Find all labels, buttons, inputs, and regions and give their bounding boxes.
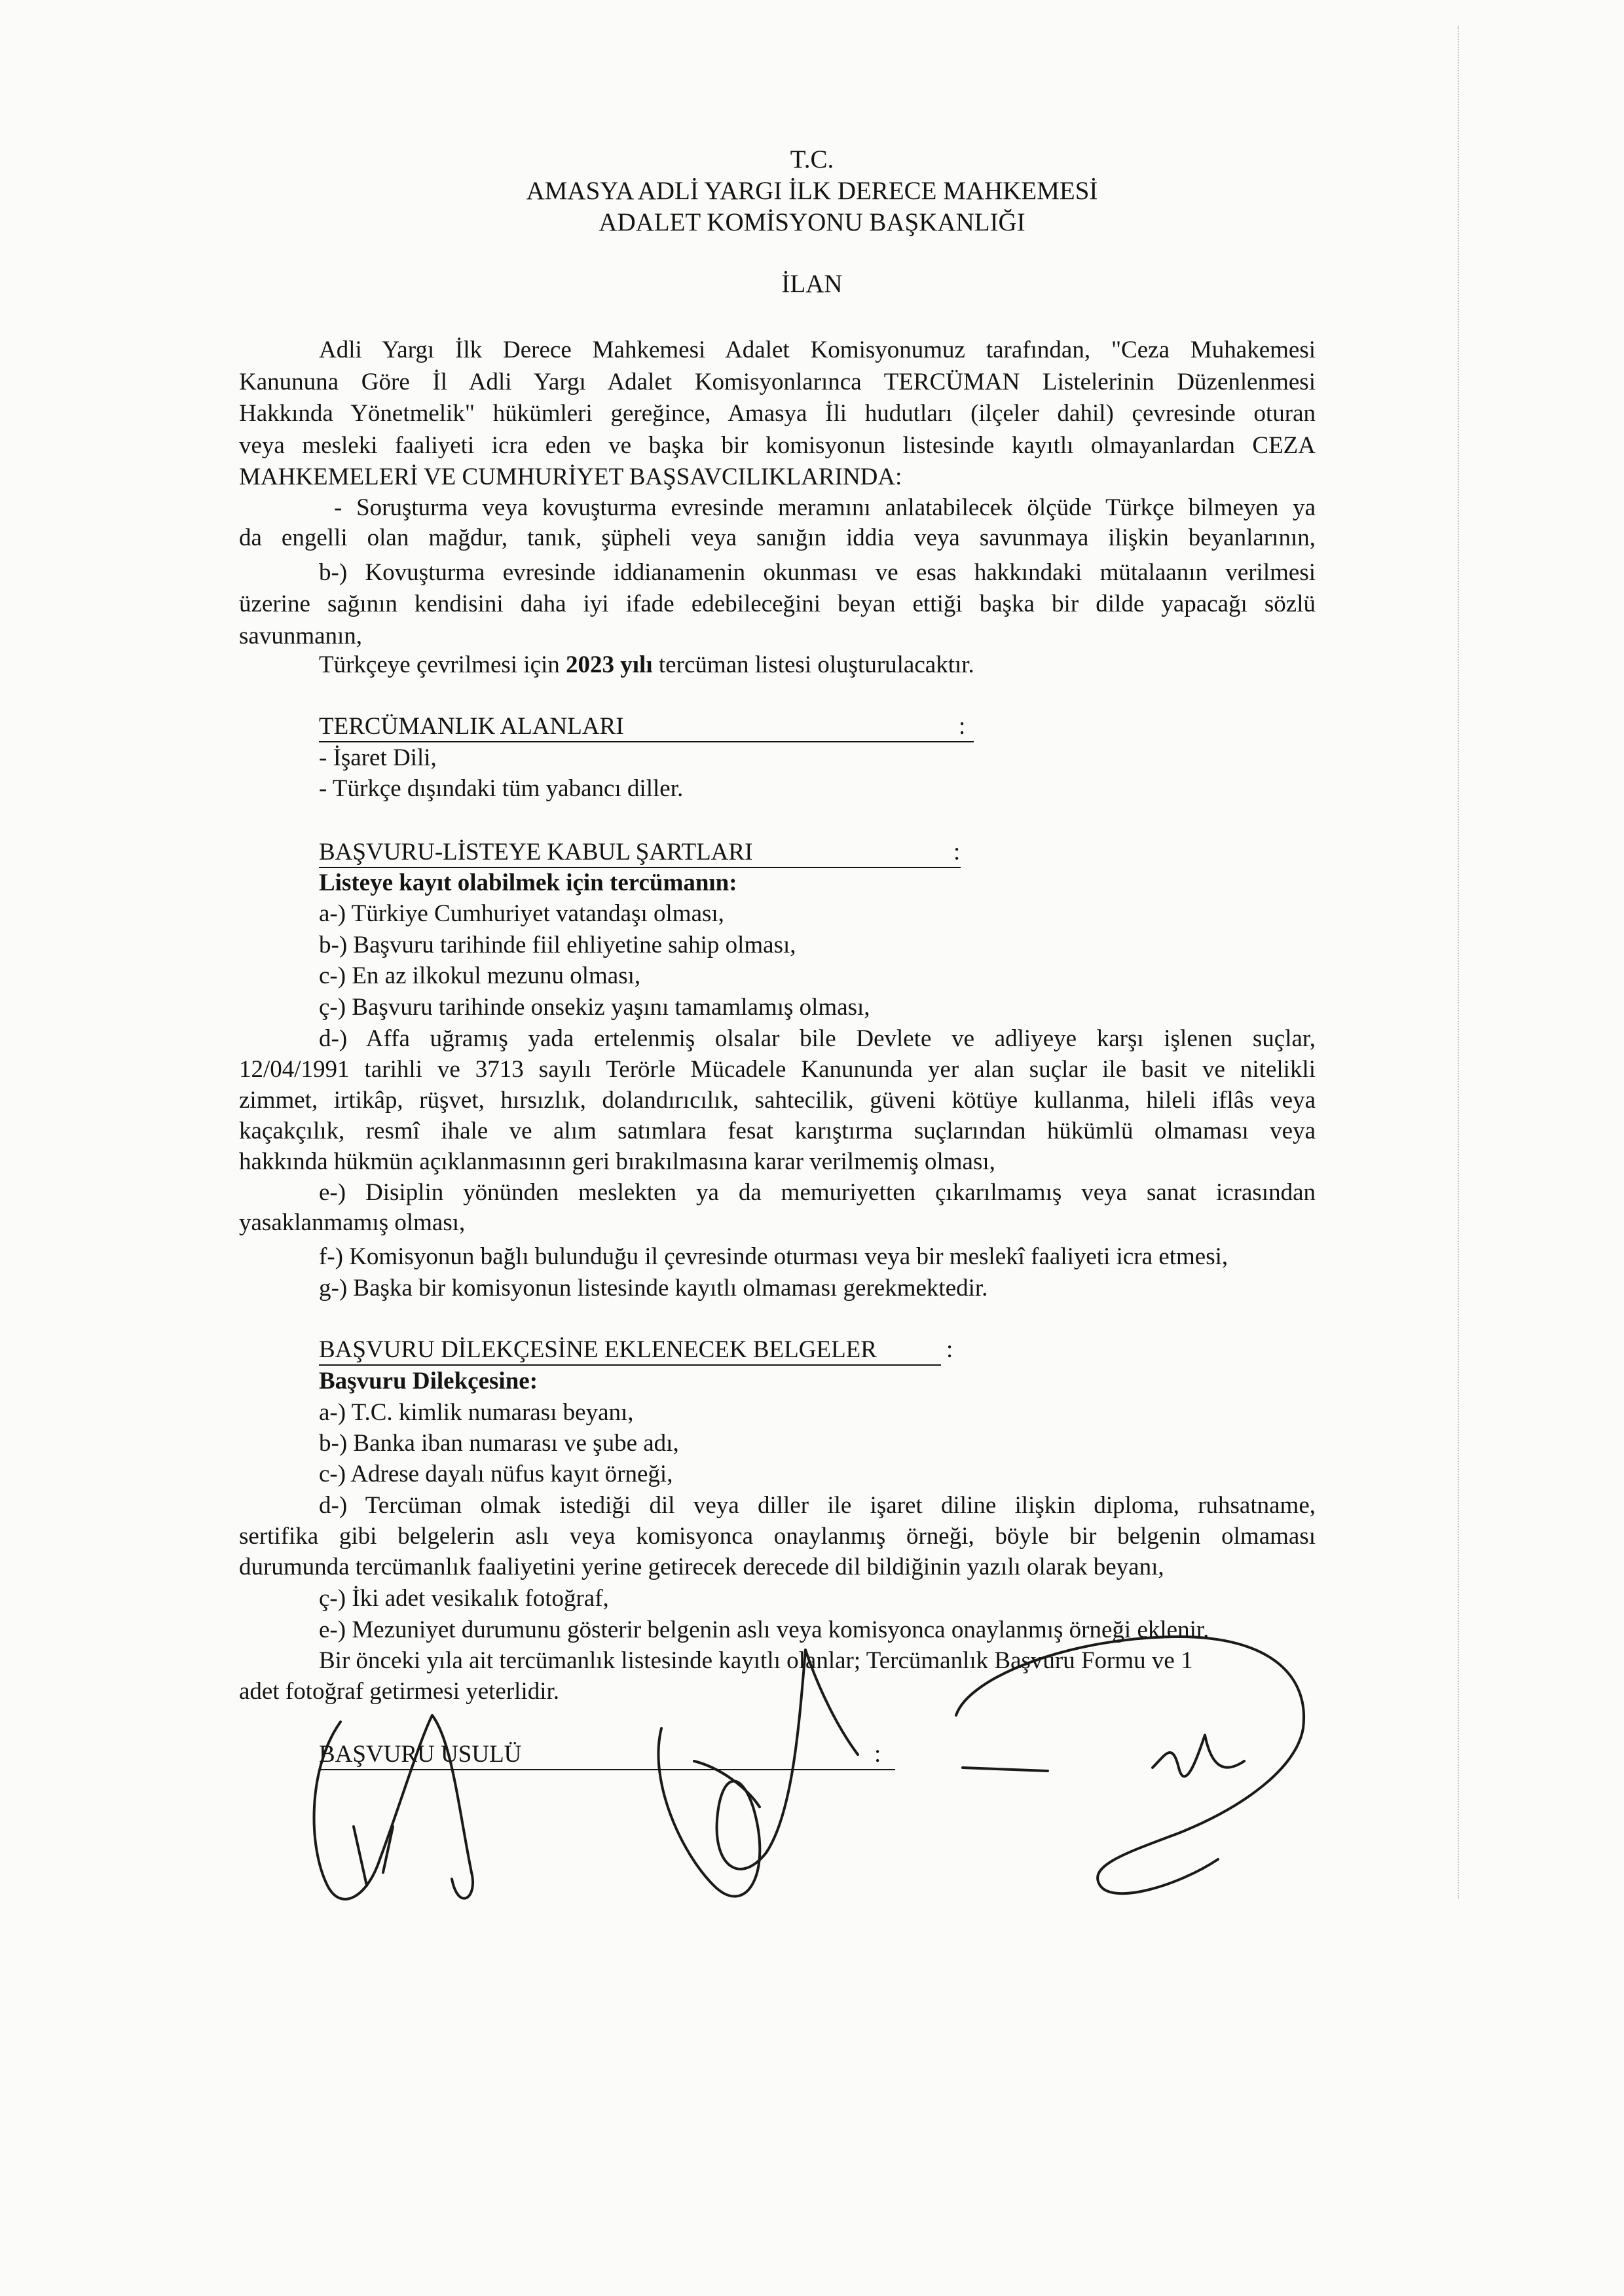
heading-colon: : [953, 839, 961, 866]
intro-line: - Soruşturma veya kovuşturma evresinde meramını anlatabilecek ölçüde Türkçe bilmeyen ya [334, 494, 1316, 521]
list-item: - Türkçe dışındaki tüm yabancı diller. [319, 775, 684, 802]
signature-right-icon [956, 1637, 1304, 1893]
heading-colon: : [874, 1741, 881, 1768]
condition-line: zimmet, irtikâp, rüşvet, hırsızlık, dolandırıcılık, sahtecilik, güveni kötüye kullanma, hileli iflâs veya [239, 1087, 1316, 1114]
document-line: adet fotoğraf getirmesi yeterlidir. [239, 1678, 560, 1705]
section-subheading: Listeye kayıt olabilmek için tercümanın: [319, 869, 737, 896]
document-line: Bir önceki yıla ait tercümanlık listesinde kayıtlı olanlar; Tercümanlık Başvuru Formu ve 1 [319, 1647, 1193, 1674]
condition-line: 12/04/1991 tarihli ve 3713 sayılı Terörle Mücadele Kanununda yer alan suçlar ile basit ve nitelikli [239, 1056, 1316, 1083]
document-line: sertifika gibi belgelerin aslı veya komisyonca onaylanmış örneği, böyle bir belgenin olmaması [239, 1523, 1316, 1550]
closing-text: Türkçeye çevrilmesi için [319, 651, 566, 678]
intro-line: veya mesleki faaliyeti icra eden ve başka bir komisyonun listesinde kayıtlı olmayanlardan CEZA [239, 432, 1316, 459]
document-line: b-) Banka iban numarası ve şube adı, [319, 1430, 679, 1457]
condition-line: f-) Komisyonun bağlı bulunduğu il çevresinde oturması veya bir meslekî faaliyeti icra etmesi, [319, 1243, 1228, 1270]
condition-line: b-) Başvuru tarihinde fiil ehliyetine sahip olması, [319, 932, 796, 958]
condition-line: a-) Türkiye Cumhuriyet vatandaşı olması, [319, 900, 724, 927]
header-commission: ADALET KOMİSYONU BAŞKANLIĞI [599, 208, 1025, 236]
intro-line: savunmanın, [239, 623, 363, 649]
section-heading: BAŞVURU USULÜ [319, 1740, 895, 1770]
condition-line: d-) Affa uğramış yada ertelenmiş olsalar bile Devlete ve adliyeye karşı işlenen suçlar, [319, 1025, 1316, 1052]
intro-line: üzerine sağının kendisini daha iyi ifade edebileceğini beyan ettiği başka bir dilde yapacağı sözlü [239, 591, 1316, 617]
document-title: İLAN [781, 270, 843, 298]
intro-line: da engelli olan mağdur, tanık, şüpheli veya sanığın iddia veya savunmaya ilişkin beyanlarının, [239, 524, 1316, 551]
closing-year: 2023 yılı [566, 651, 653, 678]
document-line: c-) Adrese dayalı nüfus kayıt örneği, [319, 1461, 673, 1487]
document-line: d-) Tercüman olmak istediği dil veya diller ile işaret diline ilişkin diploma, ruhsatname, [319, 1492, 1316, 1519]
header-court: AMASYA ADLİ YARGI İLK DERECE MAHKEMESİ [526, 177, 1098, 205]
section-heading: BAŞVURU-LİSTEYE KABUL ŞARTLARI [319, 838, 961, 868]
condition-line: ç-) Başvuru tarihinde onsekiz yaşını tamamlamış olması, [319, 994, 870, 1021]
condition-line: yasaklanmamış olması, [239, 1209, 466, 1236]
header-country: T.C. [790, 145, 834, 173]
heading-colon: : [946, 1336, 953, 1363]
signature-middle-icon [658, 1650, 858, 1897]
signature-left-icon [314, 1715, 473, 1899]
condition-line: hakkında hükmün açıklanmasının geri bırakılmasına karar verilmemiş olması, [239, 1148, 995, 1175]
intro-line: b-) Kovuşturma evresinde iddianamenin okunması ve esas hakkındaki mütalaanın verilmesi [319, 559, 1316, 586]
document-line: durumunda tercümanlık faaliyetini yerine getirecek derecede dil bildiğinin yazılı olarak beyanı, [239, 1554, 1164, 1580]
list-item: - İşaret Dili, [319, 744, 437, 771]
intro-line: MAHKEMELERİ VE CUMHURİYET BAŞSAVCILIKLARINDA: [239, 464, 902, 490]
document-line: a-) T.C. kimlik numarası beyanı, [319, 1399, 634, 1426]
heading-colon: : [959, 713, 966, 740]
closing-text: tercüman listesi oluşturulacaktır. [652, 651, 974, 678]
document-line: e-) Mezuniyet durumunu gösterir belgenin aslı veya komisyonca onaylanmış örneği eklenir. [319, 1616, 1209, 1643]
document-line: ç-) İki adet vesikalık fotoğraf, [319, 1585, 609, 1612]
intro-line: Hakkında Yönetmelik" hükümleri gereğince, Amasya İli hudutları (ilçeler dahil) çevresinde oturan [239, 400, 1316, 427]
condition-line: e-) Disiplin yönünden meslekten ya da memuriyetten çıkarılmamış veya sanat icrasından [319, 1179, 1316, 1206]
section-heading: BAŞVURU DİLEKÇESİNE EKLENECEK BELGELER [319, 1336, 941, 1366]
condition-line: c-) En az ilkokul mezunu olması, [319, 962, 641, 989]
condition-line: kaçakçılık, resmî ihale ve alım satımlara fesat karıştırma suçlarından hükümlü olmaması veya [239, 1118, 1316, 1144]
section-heading: TERCÜMANLIK ALANLARI [319, 712, 974, 742]
section-subheading: Başvuru Dilekçesine: [319, 1368, 538, 1394]
intro-line: Kanununa Göre İl Adli Yargı Adalet Komisyonlarınca TERCÜMAN Listelerinin Düzenlenmesi [239, 369, 1316, 395]
condition-line: g-) Başka bir komisyonun listesinde kayıtlı olmaması gerekmektedir. [319, 1275, 988, 1302]
intro-line: Adli Yargı İlk Derece Mahkemesi Adalet Komisyonumuz tarafından, "Ceza Muhakemesi [319, 337, 1316, 363]
